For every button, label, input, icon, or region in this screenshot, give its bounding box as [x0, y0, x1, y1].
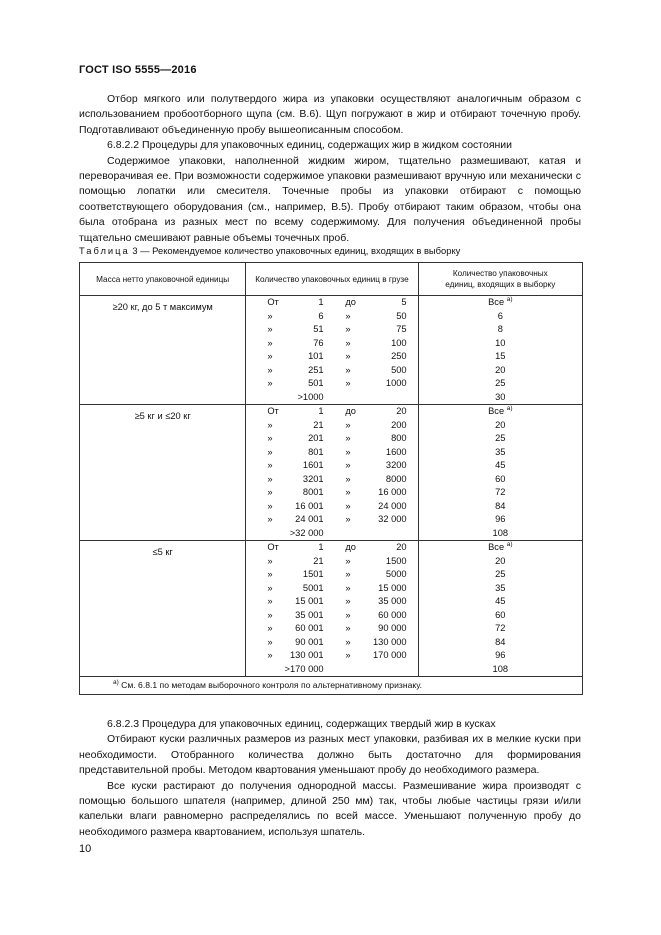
sample-count-value: 96: [495, 650, 506, 660]
range-to-value: 3200: [385, 460, 407, 470]
sample-count-value: 84: [495, 500, 506, 511]
range-from-value: 130 001: [289, 650, 324, 660]
range-to-value: 1500: [385, 555, 407, 566]
lot-range-cell: [246, 296, 418, 405]
range-from-word: »: [267, 623, 273, 633]
range-from-word: »: [267, 514, 273, 524]
range-from-word: От: [267, 542, 279, 552]
range-from-value: 1: [318, 542, 324, 552]
header-units-in-sample-text: Количество упаковочных единиц, входящих в выборку: [445, 269, 556, 289]
range-from-value: 6: [318, 310, 324, 321]
sample-count-line: [419, 405, 582, 419]
range-to-word: »: [345, 446, 351, 457]
range-from-value: 76: [313, 337, 324, 348]
sample-count-line: [419, 391, 582, 405]
range-to-value: 5000: [385, 569, 407, 579]
range-from-value: 801: [308, 446, 324, 457]
range-from-word: »: [267, 433, 273, 443]
range-from-value: 1: [318, 406, 324, 416]
range-to-value: 500: [391, 364, 407, 375]
lot-range-line: [246, 391, 417, 405]
sample-count-line: [419, 377, 582, 391]
net-mass-cell: ≥20 кг, до 5 т максимум: [80, 296, 246, 405]
range-from-value: >32 000: [289, 527, 324, 538]
sample-count-value: 30: [495, 391, 506, 402]
range-to-word: »: [345, 596, 351, 606]
range-from-word: »: [267, 596, 273, 606]
range-from-word: От: [267, 406, 279, 416]
lot-range-line: [246, 609, 417, 623]
range-from-value: 51: [313, 324, 324, 334]
range-from-value: 90 001: [295, 636, 324, 647]
range-to-word: »: [345, 364, 351, 375]
range-from-value: 21: [313, 419, 324, 430]
lot-range-line: [246, 555, 417, 569]
range-from-word: »: [267, 364, 273, 375]
range-from-value: 201: [308, 433, 324, 443]
range-to-word: »: [345, 337, 351, 348]
section-heading-6-8-2-2: 6.8.2.2 Процедуры для упаковочных единиц, содержащих жир в жидком состоянии: [107, 139, 513, 152]
range-to-word: »: [345, 500, 351, 511]
range-to-value: 8000: [385, 473, 407, 484]
range-from-word: »: [267, 446, 273, 457]
range-from-value: 5001: [302, 582, 324, 593]
range-from-value: 24 001: [295, 514, 324, 524]
range-to-word: »: [345, 569, 351, 579]
sample-count-line: [419, 323, 582, 337]
range-to-value: 1600: [385, 446, 407, 457]
range-from-word: »: [267, 650, 273, 660]
range-to-value: 800: [391, 433, 407, 443]
lot-range-line: [246, 446, 417, 460]
sample-count-line: [419, 432, 582, 446]
lot-range-line: [246, 323, 417, 337]
footnote-reference: a): [506, 405, 513, 412]
range-to-value: 32 000: [378, 514, 407, 524]
net-mass-cell: ≤5 кг: [80, 541, 246, 677]
table-group-row: [80, 296, 583, 405]
range-to-value: 20: [396, 542, 407, 552]
sample-count-line: [419, 636, 582, 650]
range-to-value: 130 000: [372, 636, 407, 647]
sample-count-value: 60: [495, 473, 506, 484]
range-from-value: >1000: [297, 391, 324, 402]
table-group-row: [80, 405, 583, 541]
lot-range-line: [246, 513, 417, 527]
range-to-word: »: [345, 378, 351, 388]
range-to-value: 60 000: [378, 609, 407, 620]
sample-count-value: 6: [497, 310, 503, 321]
range-to-value: 1000: [385, 378, 407, 388]
sample-count-value: 10: [495, 337, 506, 348]
range-to-word: »: [345, 623, 351, 633]
range-to-word: до: [345, 406, 356, 416]
range-from-word: »: [267, 378, 273, 388]
range-from-word: »: [267, 609, 273, 620]
lot-range-line: [246, 582, 417, 596]
range-to-value: 20: [396, 406, 407, 416]
lot-range-line: [246, 527, 417, 541]
sample-count-line: [419, 622, 582, 636]
lot-range-line: [246, 541, 417, 555]
sample-count-value: 108: [492, 527, 509, 538]
lot-range-line: [246, 364, 417, 378]
range-from-word: »: [267, 419, 273, 430]
table-group-row: [80, 541, 583, 677]
sample-count-value: 72: [495, 623, 506, 633]
range-from-word: »: [267, 582, 273, 593]
lot-range-line: [246, 486, 417, 500]
sample-count-line: [419, 500, 582, 514]
lot-range-cell: [246, 405, 418, 541]
range-to-value: 24 000: [378, 500, 407, 511]
header-units-in-sample: [418, 263, 582, 296]
paragraph: Содержимое упаковки, наполненной жидким жиром, тщательно размешивают, катая и переворачивая ее. При возможности содержимое упаковки размешивают вручную или механически с помощью лопатки или смесителя. Точечные пробы из упаковки отбирают с помощью соответствующего оборудования (см., например, В.5). Пробу отбирают таким образом, чтобы она была отобрана из разных мест по всему содержимому. Для получения объединенной пробы тщательно смешивают равные объемы точечных проб.: [79, 154, 581, 244]
sample-count-line: [419, 595, 582, 609]
sample-size-table: [79, 262, 583, 695]
table-footnote-row: [80, 677, 583, 695]
page-number: 10: [79, 843, 92, 855]
range-to-value: 35 000: [378, 596, 407, 606]
sample-count-value: 20: [495, 419, 506, 430]
range-from-value: 1601: [302, 460, 324, 470]
sample-count-line: [419, 486, 582, 500]
range-to-word: »: [345, 324, 351, 334]
range-from-value: 251: [308, 364, 324, 375]
sample-count-value: 25: [495, 569, 506, 579]
range-from-value: 16 001: [295, 500, 324, 511]
range-to-word: до: [345, 297, 356, 307]
section-heading-6-8-2-3: 6.8.2.3 Процедура для упаковочных единиц, содержащих твердый жир в кусках: [107, 718, 496, 730]
range-to-value: 15 000: [378, 582, 407, 593]
range-from-value: 35 001: [295, 609, 324, 620]
lot-range-line: [246, 568, 417, 582]
body-text-top: [79, 92, 581, 246]
net-mass-cell: ≥5 кг и ≤20 кг: [80, 405, 246, 541]
lot-range-cell: [246, 541, 418, 677]
sample-count-value: 35: [495, 446, 506, 457]
paragraph: Отбор мягкого или полутвердого жира из упаковки осуществляют аналогичным образом с использованием пробоотборного щупа (см. В.6). Щуп погружают в жир и отбирают точечную пробу. Подготавливают объединенную пробу вышеописанным способом.: [79, 93, 581, 136]
range-from-word: »: [267, 460, 273, 470]
sample-count-line: [419, 446, 582, 460]
sample-count-line: [419, 555, 582, 569]
range-to-value: 16 000: [378, 487, 407, 497]
range-from-value: 8001: [302, 487, 324, 497]
range-to-value: 100: [391, 337, 407, 348]
lot-range-line: [246, 432, 417, 446]
range-to-value: 90 000: [378, 623, 407, 633]
sample-count-line: [419, 296, 582, 310]
sample-count-cell: [418, 541, 582, 677]
sample-count-line: [419, 527, 582, 541]
range-to-word: »: [345, 473, 351, 484]
range-to-word: »: [345, 650, 351, 660]
sample-count-line: [419, 541, 582, 555]
document-code-header: ГОСТ ISO 5555—2016: [79, 64, 197, 76]
paragraph: Все куски растирают до получения однородной массы. Размешивание жира производят с помощью большого шпателя (например, длиной 250 мм) так, чтобы любые частицы грязи и/или капельки влаги равномерно распределялись по всей массе. Уменьшают полученную пробу до необходимого размера квартованием, используя шпатель.: [79, 779, 581, 838]
range-from-word: »: [267, 636, 273, 647]
range-from-value: 501: [308, 378, 324, 388]
lot-range-line: [246, 649, 417, 663]
sample-count-line: [419, 568, 582, 582]
lot-range-line: [246, 350, 417, 364]
range-from-word: От: [267, 297, 279, 307]
range-to-word: »: [345, 351, 351, 361]
range-to-word: »: [345, 419, 351, 430]
sample-count-line: [419, 663, 582, 677]
header-units-in-lot: Количество упаковочных единиц в грузе: [246, 263, 418, 296]
range-from-value: 21: [313, 555, 324, 566]
sample-count-value: 15: [495, 351, 506, 361]
lot-range-line: [246, 296, 417, 310]
lot-range-line: [246, 337, 417, 351]
sample-count-value: 25: [495, 378, 506, 388]
sample-count-line: [419, 582, 582, 596]
table-footnote: [80, 677, 583, 695]
sample-count-line: [419, 473, 582, 487]
footnote-reference: a): [506, 541, 513, 548]
sample-count-value: 72: [495, 487, 506, 497]
range-to-value: 170 000: [372, 650, 407, 660]
sample-count-line: [419, 459, 582, 473]
sample-count-line: [419, 310, 582, 324]
range-to-word: »: [345, 487, 351, 497]
sample-count-value: 8: [497, 324, 503, 334]
lot-range-line: [246, 377, 417, 391]
range-from-word: »: [267, 487, 273, 497]
sample-count-line: [419, 419, 582, 433]
range-from-word: »: [267, 351, 273, 361]
sample-count-value: 20: [495, 364, 506, 375]
sample-count-value: Все: [488, 406, 505, 416]
sample-count-cell: [418, 405, 582, 541]
range-from-value: 15 001: [295, 596, 324, 606]
sample-count-value: 25: [495, 433, 506, 443]
range-to-word: »: [345, 609, 351, 620]
lot-range-line: [246, 500, 417, 514]
body-text-bottom: [79, 717, 581, 840]
range-to-value: 50: [396, 310, 407, 321]
sample-count-value: 20: [495, 555, 506, 566]
footnote-reference: a): [506, 296, 513, 303]
range-from-word: »: [267, 500, 273, 511]
sample-count-line: [419, 350, 582, 364]
table-caption-prefix: Таблица: [79, 245, 130, 256]
sample-count-value: Все: [488, 297, 505, 307]
sample-count-value: 45: [495, 596, 506, 606]
lot-range-line: [246, 419, 417, 433]
lot-range-line: [246, 405, 417, 419]
range-to-value: 5: [401, 297, 407, 307]
range-to-word: »: [345, 582, 351, 593]
sample-count-value: 35: [495, 582, 506, 593]
range-to-word: »: [345, 555, 351, 566]
lot-range-line: [246, 663, 417, 677]
footnote-mark: a): [113, 679, 119, 686]
paragraph: Отбирают куски различных размеров из разных мест упаковки, разбивая их в мелкие куски при необходимости. Отобранного количества должно быть достаточно для формирования представительной пробы. Методом квартования уменьшают пробу до необходимого размера.: [79, 733, 581, 777]
sample-count-line: [419, 337, 582, 351]
range-to-word: »: [345, 514, 351, 524]
range-from-value: 60 001: [295, 623, 324, 633]
range-from-word: »: [267, 555, 273, 566]
range-from-word: »: [267, 569, 273, 579]
sample-count-value: 60: [495, 609, 506, 620]
sample-count-line: [419, 649, 582, 663]
sample-count-line: [419, 364, 582, 378]
range-to-word: »: [345, 433, 351, 443]
range-to-word: до: [345, 542, 356, 552]
sample-count-value: 45: [495, 460, 506, 470]
table-header-row: [80, 263, 583, 296]
range-from-value: 1501: [302, 569, 324, 579]
sample-count-line: [419, 513, 582, 527]
range-to-word: »: [345, 636, 351, 647]
range-to-word: »: [345, 460, 351, 470]
range-to-value: 75: [396, 324, 407, 334]
lot-range-line: [246, 310, 417, 324]
table-body: [80, 296, 583, 695]
sample-count-value: 84: [495, 636, 506, 647]
range-from-word: »: [267, 324, 273, 334]
lot-range-line: [246, 595, 417, 609]
range-to-value: 200: [391, 419, 407, 430]
lot-range-line: [246, 636, 417, 650]
range-from-value: 1: [318, 297, 324, 307]
range-from-word: »: [267, 473, 273, 484]
sample-count-cell: [418, 296, 582, 405]
range-from-value: 3201: [302, 473, 324, 484]
lot-range-line: [246, 473, 417, 487]
footnote-text: См. 6.8.1 по методам выборочного контроля по альтернативному признаку.: [118, 680, 423, 690]
lot-range-line: [246, 622, 417, 636]
range-to-word: »: [345, 310, 351, 321]
lot-range-line: [246, 459, 417, 473]
table-caption-text: 3 — Рекомендуемое количество упаковочных единиц, входящих в выборку: [129, 245, 461, 256]
range-from-value: >170 000: [284, 663, 324, 674]
sample-count-value: Все: [488, 542, 505, 552]
range-from-word: »: [267, 337, 273, 348]
range-to-value: 250: [391, 351, 407, 361]
range-from-value: 101: [308, 351, 324, 361]
table-caption: [79, 245, 460, 256]
range-from-word: »: [267, 310, 273, 321]
sample-count-value: 96: [495, 514, 506, 524]
sample-count-value: 108: [492, 663, 509, 674]
header-net-mass: Масса нетто упаковочной единицы: [80, 263, 246, 296]
sample-count-line: [419, 609, 582, 623]
